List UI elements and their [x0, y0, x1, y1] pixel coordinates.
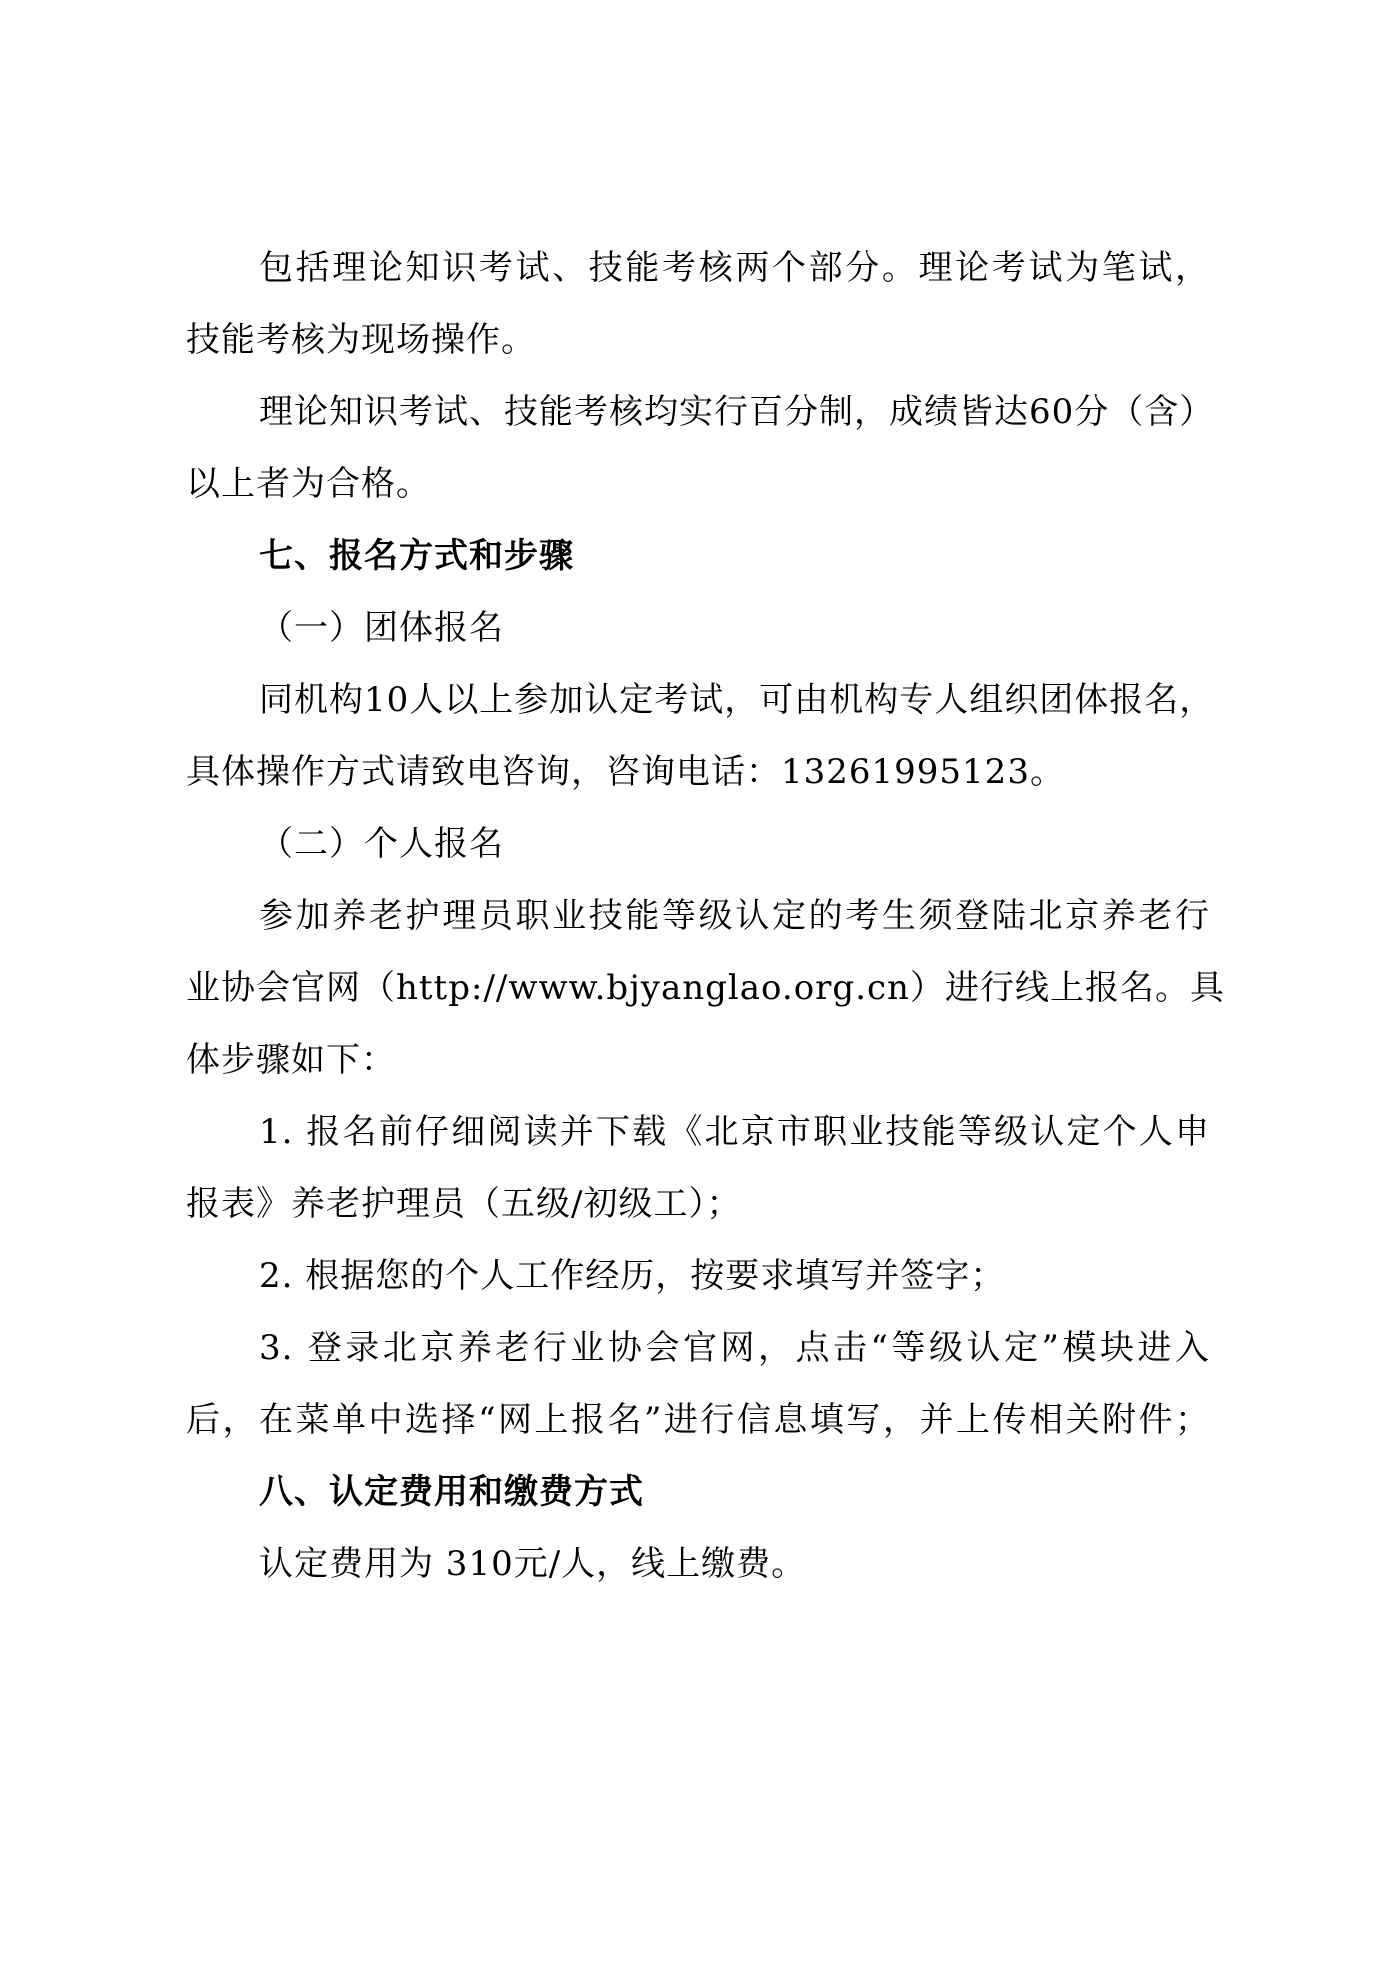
section-heading: 八、认定费用和缴费方式 — [259, 1472, 644, 1512]
paragraph-line: 参加养老护理员职业技能等级认定的考生须登陆北京养老行 — [259, 896, 1210, 936]
paragraph-line: 业协会官网（http://www.bjyanglao.org.cn）进行线上报名。具 — [186, 968, 1225, 1008]
list-item-continuation: 后，在菜单中选择“网上报名”进行信息填写，并上传相关附件； — [186, 1400, 1210, 1440]
paragraph-line: 具体操作方式请致电咨询，咨询电话：13261995123。 — [186, 752, 1065, 792]
body-text — [186, 232, 1225, 1600]
paragraph-line: 技能考核为现场操作。 — [186, 320, 536, 360]
paragraph-line: 以上者为合格。 — [186, 464, 431, 504]
paragraph-line: 体步骤如下： — [186, 1040, 396, 1080]
subsection-heading: （一）团体报名 — [259, 608, 504, 648]
list-item-continuation: 报表》养老护理员（五级/初级工）； — [186, 1184, 742, 1224]
paragraph-line: 包括理论知识考试、技能考核两个部分。理论考试为笔试， — [259, 248, 1210, 288]
paragraph-line: 理论知识考试、技能考核均实行百分制，成绩皆达60分（含） — [259, 392, 1215, 432]
paragraph-line: 认定费用为 310元/人，线上缴费。 — [259, 1544, 807, 1584]
list-item: 1. 报名前仔细阅读并下载《北京市职业技能等级认定个人申 — [259, 1112, 1210, 1152]
paragraph-line: 同机构10人以上参加认定考试，可由机构专人组织团体报名， — [259, 680, 1215, 720]
subsection-heading: （二）个人报名 — [259, 824, 504, 864]
list-item: 2. 根据您的个人工作经历，按要求填写并签字； — [259, 1256, 1006, 1296]
section-heading: 七、报名方式和步骤 — [259, 536, 574, 576]
list-item: 3. 登录北京养老行业协会官网，点击“等级认定”模块进入 — [259, 1328, 1210, 1368]
